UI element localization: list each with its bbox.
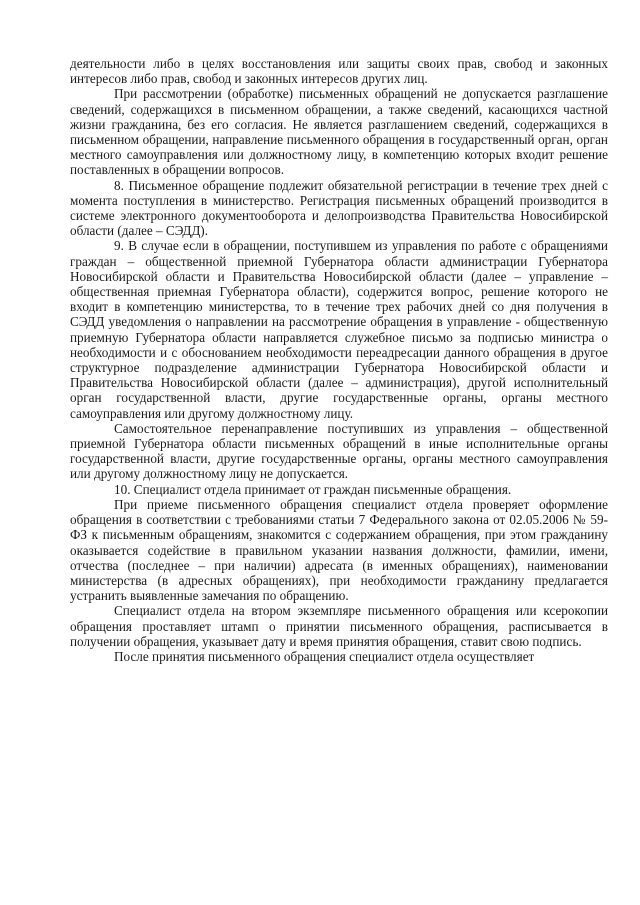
paragraph-continuation: деятельности либо в целях восстановления или защиты своих прав, свобод и законных интересов либо прав, свобод и законных интересов других лиц. <box>70 56 608 87</box>
paragraph-privacy: При рассмотрении (обработке) письменных обращений не допускается разглашение сведений, содержащихся в письменном обращении, а также сведений, касающихся частной жизни гражданина, без его согласия. Не является разглашением сведений, содержащихся в письменном обращении, направление письменного обращения в государственный орган, орган местного самоуправления или должностному лицу, в компетенцию которых входит решение поставленных в обращении вопросов. <box>70 86 608 178</box>
paragraph-item-10: 10. Специалист отдела принимает от граждан письменные обращения. <box>114 481 512 497</box>
paragraph-item-9: 9. В случае если в обращении, поступившем из управления по работе с обращениями граждан – общественной приемной Губернатора области администрации Губернатора Новосибирской области и Правительства Новосибирской области (далее – управление – общественная приемная Губернатора области), содержится вопрос, решение которого не входит в компетенцию министерства, то в течение трех рабочих дней со дня получения в СЭДД уведомления о направлении на рассмотрение обращения в управление - общественную приемную Губернатора области направляется служебное письмо за подписью министра о необходимости и с обоснованием необходимости переадресации данного обращения в другое структурное подразделение администрации Губернатора Новосибирской области и Правительства Новосибирской области (далее – администрация), другой исполнительный орган государственной власти, другие государственные органы, органы местного самоуправления или другому должностному лицу. <box>70 238 608 421</box>
paragraph-after-acceptance: После принятия письменного обращения специалист отдела осуществляет <box>114 648 535 664</box>
paragraph-stamp: Специалист отдела на втором экземпляре письменного обращения или ксерокопии обращения проставляет штамп о принятии письменного обращения, расписывается в получении обращения, указывает дату и время принятия обращения, ставит свою подпись. <box>70 603 608 649</box>
paragraph-redirection: Самостоятельное перенаправление поступивших из управления – общественной приемной Губернатора области письменных обращений в иные исполнительные органы государственной власти, другие государственные органы, органы местного самоуправления или другому должностному лицу не допускается. <box>70 420 608 482</box>
paragraph-item-8: 8. Письменное обращение подлежит обязательной регистрации в течение трех дней с момента поступления в министерство. Регистрация письменных обращений производится в системе электронного документооборота и делопроизводства Правительства Новосибирской области (далее – СЭДД). <box>70 177 608 239</box>
paragraph-reception: При приеме письменного обращения специалист отдела проверяет оформление обращения в соответствии с требованиями статьи 7 Федерального закона от 02.05.2006 № 59-ФЗ к письменным обращениям, знакомится с содержанием обращения, при этом гражданину оказывается содействие в правильном указании названия должности, фамилии, имени, отчества (последнее – при наличии) адресата (в именных обращениях), наименовании министерства (в адресных обращениях), при необходимости гражданину предлагается устранить выявленные замечания по обращению. <box>70 496 608 604</box>
